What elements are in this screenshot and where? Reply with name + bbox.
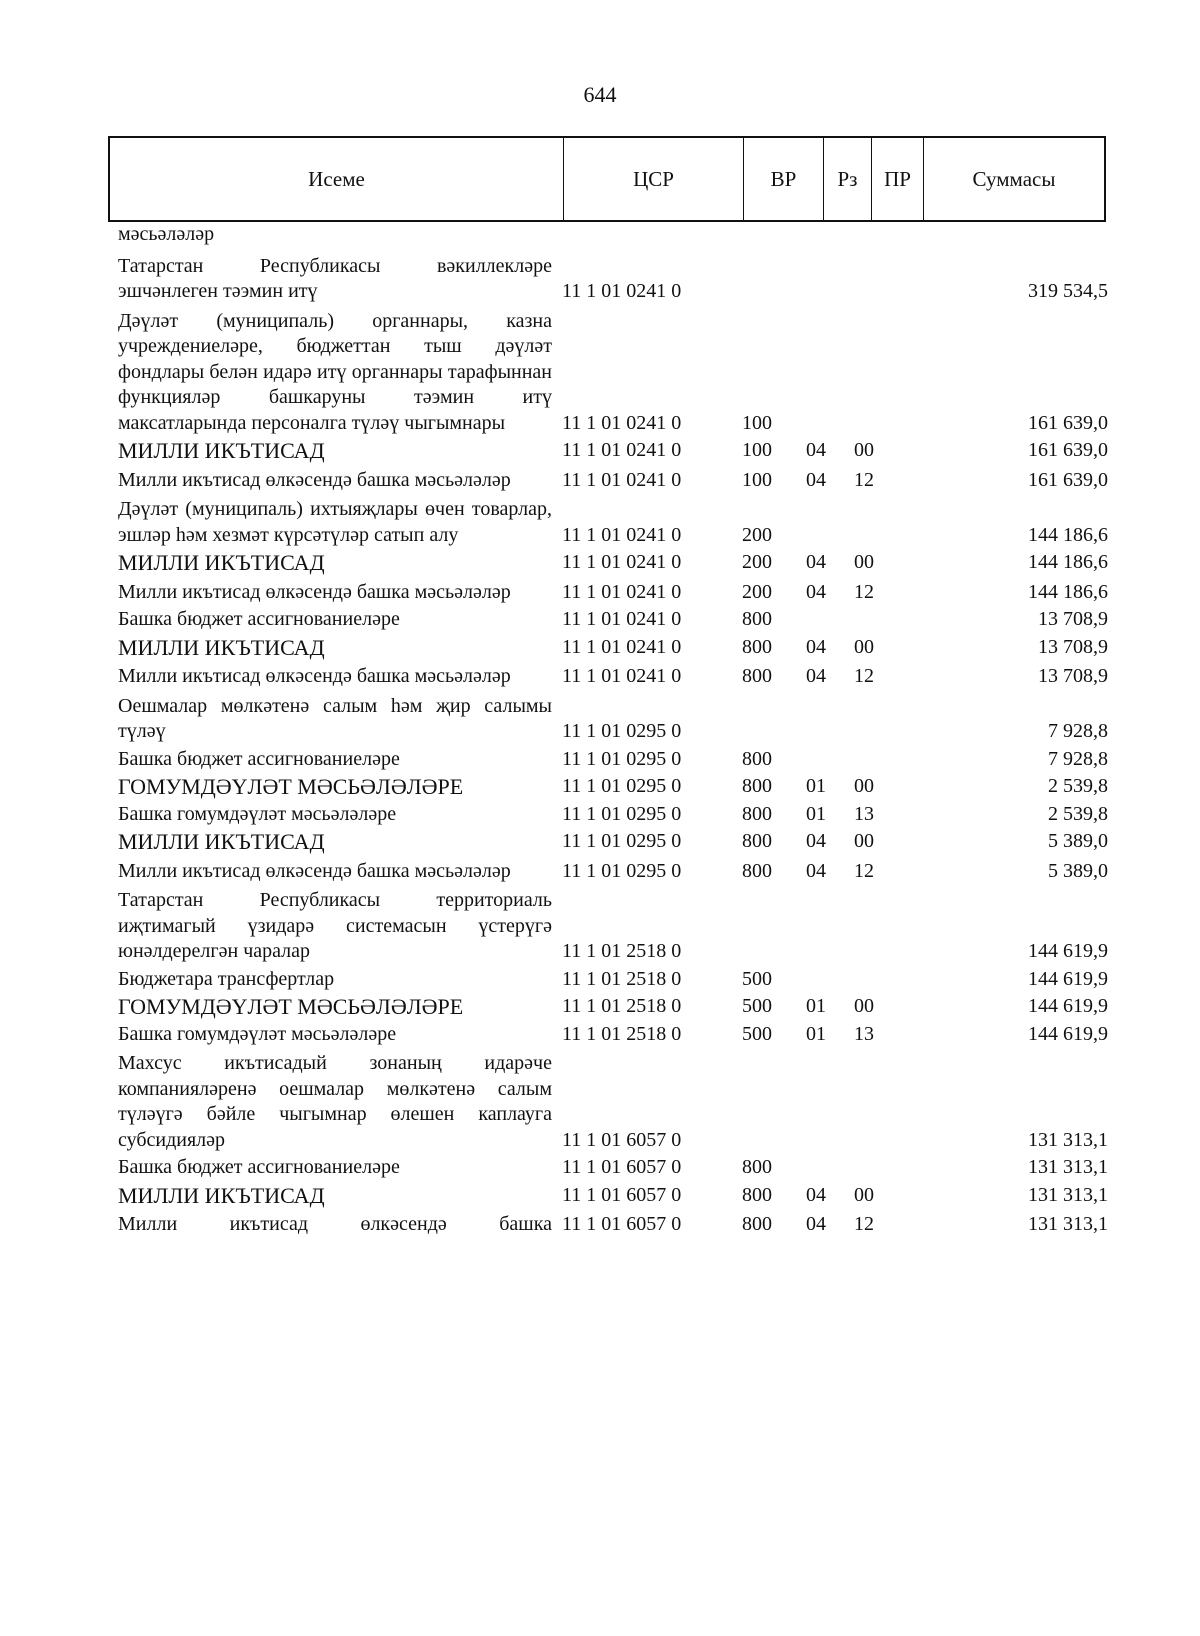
row-name: Бюджетара трансфертлар <box>118 967 335 990</box>
row-vr: 800 <box>742 859 772 882</box>
row-sum: 2 539,8 <box>1048 775 1108 797</box>
row-name: ГОМУМДӘҮЛӘТ МӘСЬӘЛӘЛӘРЕ <box>118 994 464 1019</box>
row-vr: 200 <box>742 551 772 573</box>
row-pr: 00 <box>854 830 874 852</box>
row-vr: 800 <box>742 1213 772 1235</box>
row-csr: 11 1 01 2518 0 <box>562 1022 682 1045</box>
row-sum: 13 708,9 <box>1038 665 1108 687</box>
row-name: Милли икътисад өлкәсендә башка мәсьәләләр <box>118 859 511 882</box>
row-csr: 11 1 01 6057 0 <box>562 1128 682 1151</box>
row-vr: 100 <box>742 439 772 461</box>
row-name: МИЛЛИ ИКЪТИСАД <box>118 829 325 854</box>
row-vr: 200 <box>742 580 772 603</box>
table-row <box>0 664 1200 690</box>
table-row <box>0 309 1200 437</box>
row-sum: 5 389,0 <box>1048 859 1108 882</box>
row-sum: 144 619,9 <box>1028 995 1108 1017</box>
row-csr: 11 1 01 0241 0 <box>562 665 682 687</box>
table-row <box>0 254 1200 305</box>
row-pr: 12 <box>854 859 874 882</box>
table-row <box>0 1183 1200 1209</box>
row-sum: 131 313,1 <box>1028 1128 1108 1151</box>
table-row <box>0 497 1200 548</box>
header-csr: ЦСР <box>564 138 744 220</box>
row-sum: 144 619,9 <box>1028 940 1108 962</box>
row-vr: 500 <box>742 1022 772 1045</box>
row-csr: 11 1 01 2518 0 <box>562 940 682 962</box>
row-vr: 500 <box>742 995 772 1017</box>
row-name: Милли икътисад өлкәсендә башка мәсьәләләр <box>118 468 511 491</box>
row-csr: 11 1 01 0241 0 <box>562 439 682 461</box>
row-csr: 11 1 01 0241 0 <box>562 551 682 573</box>
row-sum: 131 313,1 <box>1028 1213 1108 1235</box>
row-sum: 13 708,9 <box>1038 635 1108 658</box>
row-name: Милли икътисад өлкәсендә башка мәсьәләләр <box>118 580 511 603</box>
row-vr: 800 <box>742 608 772 630</box>
row-pr: 12 <box>854 1213 874 1235</box>
row-csr: 11 1 01 2518 0 <box>562 967 682 990</box>
row-name: Оешмалар мөлкәтенә салым һәм җир салымы түләү <box>118 694 552 742</box>
row-vr: 800 <box>742 635 772 658</box>
table-row <box>0 694 1200 745</box>
row-rz: 04 <box>806 468 826 491</box>
row-pr: 00 <box>854 635 874 658</box>
table-row <box>0 747 1200 773</box>
header-sum: Суммасы <box>972 166 1056 191</box>
row-name: Дәүләт (муниципаль) ихтыяҗлары өчен товарлар, эшләр һәм хезмәт күрсәтүләр сатып алу <box>118 498 552 546</box>
row-rz: 04 <box>806 1183 826 1206</box>
row-sum: 161 639,0 <box>1028 411 1108 434</box>
row-sum: 161 639,0 <box>1028 439 1108 461</box>
row-name: МИЛЛИ ИКЪТИСАД <box>118 634 325 660</box>
table-row <box>0 888 1200 965</box>
row-sum: 319 534,5 <box>1028 280 1108 302</box>
row-vr: 800 <box>742 775 772 797</box>
row-sum: 7 928,8 <box>1048 747 1108 770</box>
row-rz: 01 <box>806 802 826 825</box>
row-pr: 12 <box>854 665 874 687</box>
row-name: МИЛЛИ ИКЪТИСАД <box>118 550 325 575</box>
row-vr: 500 <box>742 967 772 990</box>
row-vr: 100 <box>742 468 772 491</box>
row-name: Татарстан Республикасы территориаль иҗтимагый үзидарә системасын үстерүгә юнәлдерелгән чаралар <box>118 889 552 962</box>
row-name: Башка бюджет ассигнованиеләре <box>118 608 400 630</box>
table-row <box>0 635 1200 661</box>
row-pr: 12 <box>854 580 874 603</box>
row-vr: 800 <box>742 802 772 825</box>
row-pr: 00 <box>854 1183 874 1206</box>
row-name: Милли икътисад өлкәсендә башка мәсьәләләр <box>118 665 511 687</box>
row-rz: 01 <box>806 995 826 1017</box>
row-csr: 11 1 01 6057 0 <box>562 1183 682 1206</box>
row-csr: 11 1 01 2518 0 <box>562 995 682 1017</box>
table-row <box>0 468 1200 494</box>
row-csr: 11 1 01 0241 0 <box>562 523 682 546</box>
row-rz: 04 <box>806 830 826 852</box>
table-row <box>0 1051 1200 1153</box>
row-pr: 00 <box>854 775 874 797</box>
row-sum: 131 313,1 <box>1028 1156 1108 1178</box>
row-sum: 144 186,6 <box>1028 523 1108 546</box>
row-pr: 00 <box>854 439 874 461</box>
row-vr: 800 <box>742 747 772 770</box>
row-name: Милли икътисад өлкәсендә башка <box>118 1213 552 1235</box>
row-name: Дәүләт (муниципаль) органнары, казна учреждениеләре, бюджеттан тыш дәүләт фондлары белән идарә итү органнары тарафыннан функцияләр башкаруны тәэмин итү максатларында персоналга түләү чыгымнары <box>118 309 552 434</box>
row-csr: 11 1 01 0241 0 <box>562 468 682 491</box>
row-sum: 131 313,1 <box>1028 1183 1108 1206</box>
row-name: МИЛЛИ ИКЪТИСАД <box>118 438 325 463</box>
row-csr: 11 1 01 0295 0 <box>562 830 682 852</box>
row-sum: 7 928,8 <box>1048 720 1108 742</box>
row-sum: 144 186,6 <box>1028 580 1108 603</box>
row-name: мәсьәләләр <box>118 223 215 245</box>
table-row <box>0 580 1200 606</box>
header-vr: ВР <box>744 138 824 220</box>
page-number: 644 <box>583 82 617 107</box>
row-rz: 04 <box>806 580 826 603</box>
table-header <box>108 136 1106 222</box>
table-row <box>0 859 1200 885</box>
row-pr: 00 <box>854 995 874 1017</box>
row-name: МИЛЛИ ИКЪТИСАД <box>118 1182 325 1208</box>
table-row <box>0 1022 1200 1048</box>
row-csr: 11 1 01 0295 0 <box>562 859 682 882</box>
row-sum: 144 619,9 <box>1028 1022 1108 1045</box>
row-vr: 800 <box>742 1156 772 1178</box>
row-csr: 11 1 01 0241 0 <box>562 580 682 603</box>
row-csr: 11 1 01 0295 0 <box>562 802 682 825</box>
row-csr: 11 1 01 0295 0 <box>562 775 682 797</box>
table-row <box>0 802 1200 828</box>
row-rz: 04 <box>806 1213 826 1235</box>
row-sum: 13 708,9 <box>1038 608 1108 630</box>
row-pr: 12 <box>854 468 874 491</box>
row-vr: 800 <box>742 665 772 687</box>
row-rz: 04 <box>806 551 826 573</box>
table-row <box>0 829 1200 855</box>
row-pr: 00 <box>854 551 874 573</box>
row-name: Башка бюджет ассигнованиеләре <box>118 1156 400 1178</box>
row-vr: 800 <box>742 1183 772 1206</box>
row-name: ГОМУМДӘҮЛӘТ МӘСЬӘЛӘЛӘРЕ <box>118 774 464 799</box>
table-row <box>0 1212 1200 1238</box>
row-csr: 11 1 01 0241 0 <box>562 411 682 434</box>
row-csr: 11 1 01 0295 0 <box>562 720 682 742</box>
row-csr: 11 1 01 0241 0 <box>562 608 682 630</box>
row-pr: 13 <box>854 1022 874 1045</box>
table-row <box>0 994 1200 1020</box>
table-row <box>0 967 1200 993</box>
row-rz: 04 <box>806 635 826 658</box>
row-sum: 144 619,9 <box>1028 967 1108 990</box>
row-sum: 161 639,0 <box>1028 468 1108 491</box>
row-rz: 01 <box>806 1022 826 1045</box>
row-sum: 144 186,6 <box>1028 551 1108 573</box>
row-rz: 04 <box>806 665 826 687</box>
row-name: Башка гомумдәүләт мәсьәләләре <box>118 802 397 825</box>
row-vr: 200 <box>742 523 772 546</box>
header-pr: ПР <box>872 138 924 220</box>
header-name: Исеме <box>110 138 564 220</box>
table-row <box>0 1155 1200 1181</box>
row-vr: 800 <box>742 830 772 852</box>
row-vr: 100 <box>742 411 772 434</box>
table-body <box>0 222 1200 1238</box>
table-row <box>0 607 1200 633</box>
table-row <box>0 774 1200 800</box>
row-csr: 11 1 01 0295 0 <box>562 747 682 770</box>
row-csr: 11 1 01 0241 0 <box>562 635 682 658</box>
row-name: Башка гомумдәүләт мәсьәләләре <box>118 1022 397 1045</box>
row-csr: 11 1 01 6057 0 <box>562 1213 682 1235</box>
header-rz: Рз <box>824 138 872 220</box>
row-pr: 13 <box>854 802 874 825</box>
table-row <box>0 438 1200 464</box>
row-rz: 04 <box>806 439 826 461</box>
row-csr: 11 1 01 6057 0 <box>562 1156 682 1178</box>
row-name: Башка бюджет ассигнованиеләре <box>118 747 400 770</box>
row-name: Махсус икътисадый зонаның идарәче компанияләренә оешмалар мөлкәтенә салым түләүгә бәйле чыгымнар өлешен каплауга субсидияләр <box>118 1052 552 1151</box>
row-sum: 2 539,8 <box>1048 802 1108 825</box>
table-row <box>0 550 1200 576</box>
table-row <box>0 222 1200 248</box>
row-rz: 04 <box>806 859 826 882</box>
row-name: Татарстан Республикасы вәкиллекләре эшчәнлеген тәэмин итү <box>118 254 552 302</box>
row-rz: 01 <box>806 775 826 797</box>
row-csr: 11 1 01 0241 0 <box>562 280 682 302</box>
row-sum: 5 389,0 <box>1048 830 1108 852</box>
